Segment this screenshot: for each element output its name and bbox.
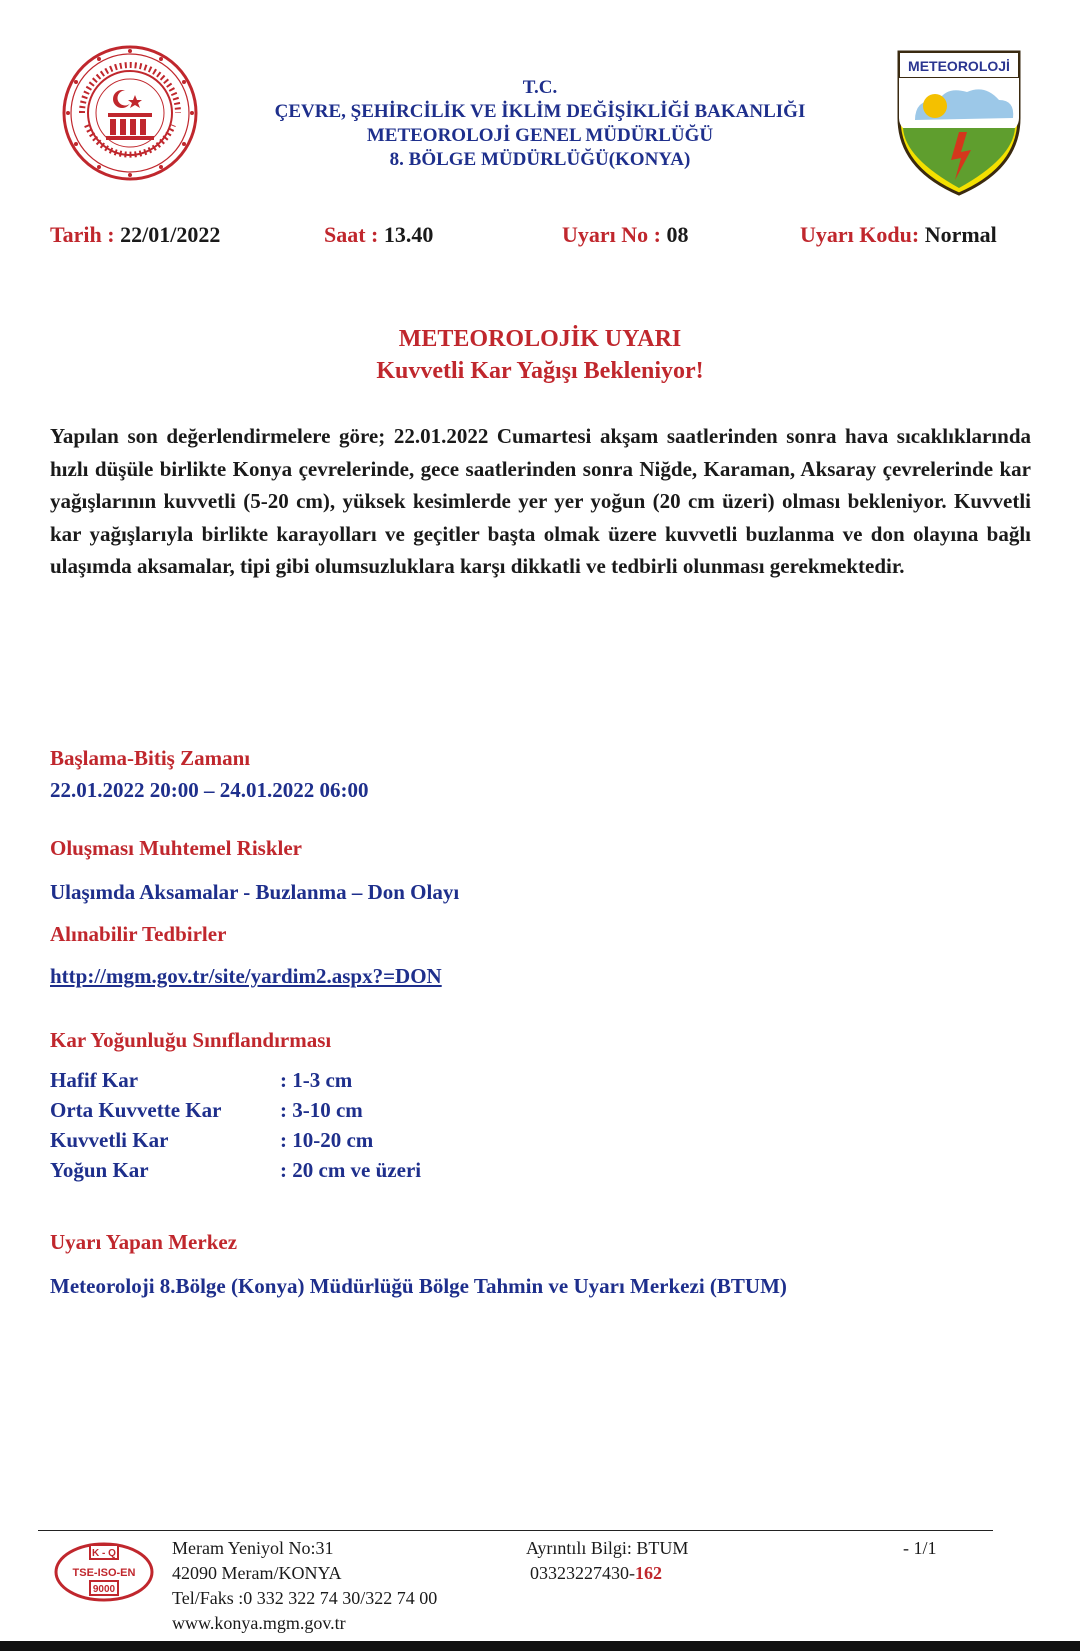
warning-title: METEOROLOJİK UYARI xyxy=(398,326,682,352)
footer-page-number: - 1/1 xyxy=(903,1538,937,1558)
class-name-heavy: Yoğun Kar xyxy=(50,1158,149,1182)
classification-heading: Kar Yoğunluğu Sınıflandırması xyxy=(50,1028,332,1052)
footer-info-phone-wrap xyxy=(530,1561,662,1586)
meta-warning-no xyxy=(562,222,688,248)
footer-telfax: Tel/Faks :0 332 322 74 30/322 74 00 xyxy=(172,1588,438,1608)
warning-no-value: 08 xyxy=(666,222,689,247)
center-value: Meteoroloji 8.Bölge (Konya) Müdürlüğü Bölge Tahmin ve Uyarı Merkezi (BTUM) xyxy=(50,1274,787,1298)
tse-iso-logo xyxy=(52,1537,156,1607)
footer-info-phone: 03323227430- xyxy=(530,1563,635,1583)
tse-top-text: K - Q xyxy=(92,1548,116,1559)
date-label: Tarih : xyxy=(50,222,115,247)
footer-address-1: Meram Yeniyol No:31 xyxy=(172,1538,334,1558)
time-value: 13.40 xyxy=(383,222,434,247)
time-label: Saat : xyxy=(324,222,379,247)
meta-time xyxy=(324,222,433,248)
tse-mid-text: TSE-ISO-EN xyxy=(72,1567,136,1579)
measures-heading: Alınabilir Tedbirler xyxy=(50,922,227,946)
risks-value: Ulaşımda Aksamalar - Buzlanma – Don Olayı xyxy=(50,880,460,904)
header-line-tc: T.C. xyxy=(522,77,558,98)
footer-info-ext: 162 xyxy=(635,1563,662,1583)
warning-code-label: Uyarı Kodu: xyxy=(800,222,920,247)
period-heading: Başlama-Bitiş Zamanı xyxy=(50,746,251,770)
tse-bot-text: 9000 xyxy=(92,1584,116,1595)
meta-date xyxy=(50,222,220,248)
warning-subtitle: Kuvvetli Kar Yağışı Bekleniyor! xyxy=(376,358,704,384)
date-value: 22/01/2022 xyxy=(120,222,221,247)
class-value-light: : 1-3 cm xyxy=(280,1068,353,1092)
class-value-strong: : 10-20 cm xyxy=(280,1128,374,1152)
warning-no-label: Uyarı No : xyxy=(562,222,661,247)
meta-warning-code xyxy=(800,222,997,248)
class-name-medium: Orta Kuvvette Kar xyxy=(50,1098,222,1122)
footer-divider xyxy=(38,1530,993,1531)
class-value-medium: : 3-10 cm xyxy=(280,1098,363,1122)
class-name-strong: Kuvvetli Kar xyxy=(50,1128,169,1152)
footer-website: www.konya.mgm.gov.tr xyxy=(172,1613,346,1633)
header-region: 8. BÖLGE MÜDÜRLÜĞÜ(KONYA) xyxy=(389,149,691,170)
header-directorate: METEOROLOJİ GENEL MÜDÜRLÜĞÜ xyxy=(366,125,714,146)
class-value-heavy: : 20 cm ve üzeri xyxy=(280,1158,422,1182)
footer-info-label: Ayrıntılı Bilgi: BTUM xyxy=(526,1538,689,1558)
class-name-light: Hafif Kar xyxy=(50,1068,139,1092)
center-heading: Uyarı Yapan Merkez xyxy=(50,1230,238,1254)
logo-text: METEOROLOJİ xyxy=(908,58,1010,74)
warning-code-value: Normal xyxy=(924,222,997,247)
footer-address-2: 42090 Meram/KONYA xyxy=(172,1563,342,1583)
warning-body-text: Yapılan son değerlendirmelere göre; 22.01.2022 Cumartesi akşam saatlerinden sonra hava sıcaklıklarında hızlı düşüle birlikte Konya çevrelerinde, gece saatlerinden sonra Niğde, Karaman, Aksaray çevrelerinde kar yağışlarının kuvvetli (5-20 cm), yüksek kesimlerde yer yer yoğun (20 cm üzeri) olması bekleniyor. Kuvvetli kar yağışlarıyla birlikte karayolları ve geçitler başta olmak üzere kuvvetli buzlanma ve don olayına bağlı ulaşımda aksamalar, tipi gibi olumsuzluklara karşı dikkatli ve tedbirli olunması gerekmektedir. xyxy=(50,424,1031,578)
measures-link[interactable]: http://mgm.gov.tr/site/yardim2.aspx?=DON xyxy=(50,964,442,988)
bottom-bar xyxy=(0,1641,1080,1651)
risks-heading: Oluşması Muhtemel Riskler xyxy=(50,836,302,860)
header-ministry: ÇEVRE, ŞEHİRCİLİK VE İKLİM DEĞİŞİKLİĞİ BAKANLIĞI xyxy=(274,101,806,122)
period-value: 22.01.2022 20:00 – 24.01.2022 06:00 xyxy=(50,778,369,802)
